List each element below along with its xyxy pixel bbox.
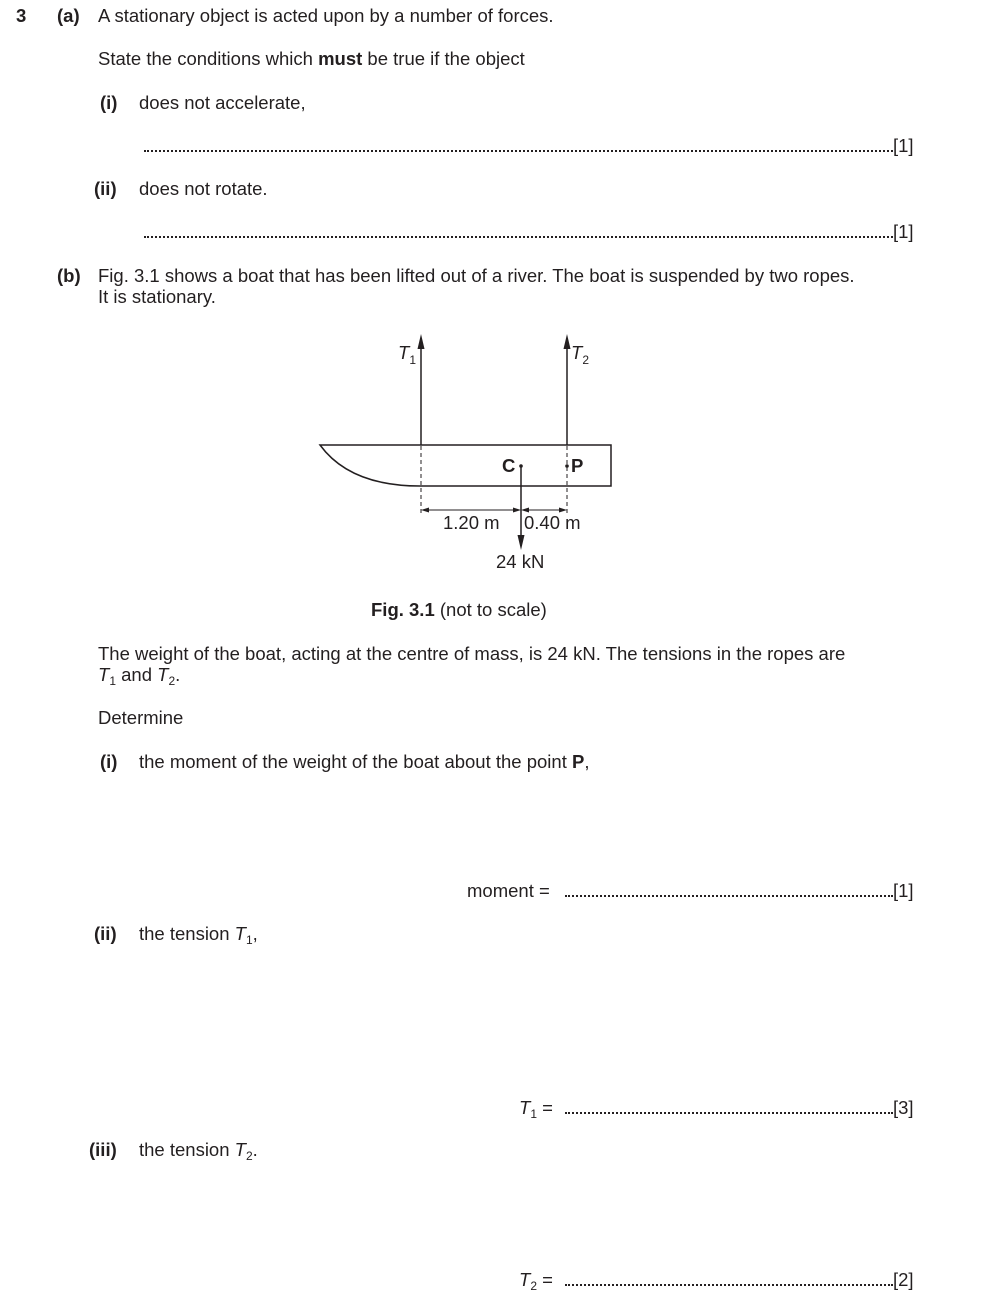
part-a-i-text: does not accelerate, [139, 92, 306, 113]
part-b-i-label: (i) [100, 751, 118, 772]
part-a-stem: A stationary object is acted upon by a number of forces. [98, 5, 554, 26]
t2-arrowhead [564, 334, 571, 349]
label-dist-1: 1.20 m [443, 512, 500, 533]
label-c: C [502, 455, 516, 476]
marks-a-i: [1] [893, 135, 914, 156]
marks-b-ii: [3] [893, 1097, 914, 1118]
label-weight: 24 kN [496, 551, 545, 572]
weight-text-line2: $T_1$ and $T_2$. [98, 664, 181, 688]
part-b-iii-text: the tension $T_2$. [139, 1139, 258, 1163]
part-b-line2: It is stationary. [98, 286, 216, 307]
part-b-iii-label: (iii) [89, 1139, 117, 1160]
part-b-label: (b) [57, 265, 81, 286]
t1-answer-label: $T_1$ = [519, 1097, 553, 1121]
part-a-label: (a) [57, 5, 80, 26]
label-t2: $T_2$ [571, 342, 589, 367]
t2-answer-label: $T_2$ = [519, 1269, 553, 1293]
part-a-ii-text: does not rotate. [139, 178, 268, 199]
t1-arrowhead [418, 334, 425, 349]
boat-diagram [0, 0, 988, 600]
marks-b-iii: [2] [893, 1269, 914, 1290]
weight-arrowhead [518, 535, 525, 550]
answer-line-t1[interactable] [565, 1112, 893, 1114]
part-a-prompt: State the conditions which must be true if the object [98, 48, 525, 69]
label-p: P [571, 455, 584, 476]
answer-line-moment[interactable] [565, 895, 893, 897]
part-a-ii-label: (ii) [94, 178, 117, 199]
determine-text: Determine [98, 707, 184, 728]
question-number: 3 [16, 5, 27, 26]
marks-a-ii: [1] [893, 221, 914, 242]
part-b-i-text: the moment of the weight of the boat about the point P, [139, 751, 590, 772]
answer-line-t2[interactable] [565, 1284, 893, 1286]
label-t1: $T_1$ [398, 342, 416, 367]
part-b-ii-text: the tension $T_1$, [139, 923, 258, 947]
point-p-dot [565, 464, 569, 468]
weight-text-line1: The weight of the boat, acting at the centre of mass, is 24 kN. The tensions in the ropes are [98, 643, 846, 664]
moment-answer-label: moment = [467, 880, 550, 901]
part-b-line1: Fig. 3.1 shows a boat that has been lifted out of a river. The boat is suspended by two ropes. [98, 265, 855, 286]
point-c-dot [519, 464, 523, 468]
part-a-i-label: (i) [100, 92, 118, 113]
label-dist-2: 0.40 m [524, 512, 581, 533]
marks-b-i: [1] [893, 880, 914, 901]
figure-caption: Fig. 3.1 (not to scale) [371, 599, 547, 620]
part-b-ii-label: (ii) [94, 923, 117, 944]
